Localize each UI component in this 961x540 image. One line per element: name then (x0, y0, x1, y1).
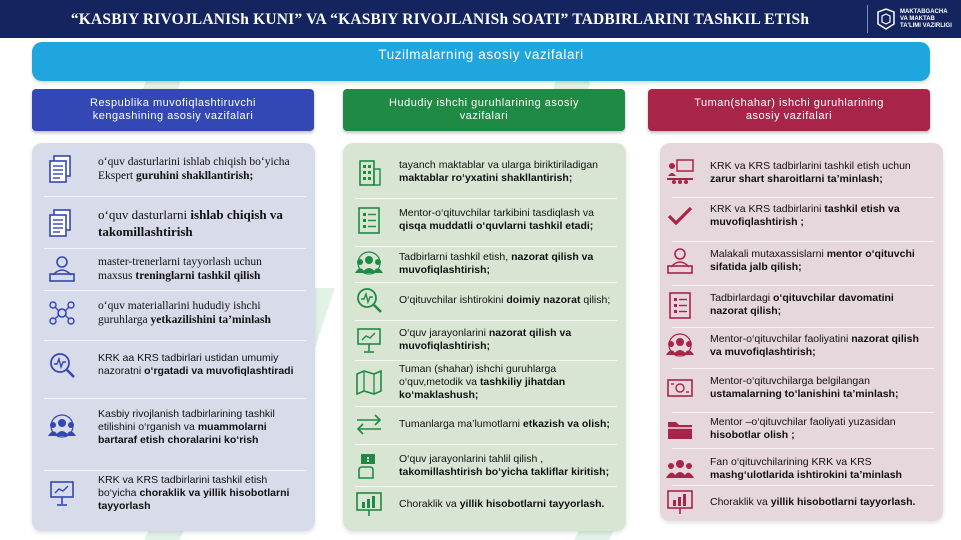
item-divider (672, 241, 934, 242)
page-title: “KASBIY RIVOJLANISh KUNI” VA “KASBIY RIVOJLANISh SOATI” TADBIRLARINI TAShKIL ETISh (70, 11, 810, 28)
task-text (700, 456, 925, 482)
task-item (343, 409, 626, 439)
column-heading-republic-text: Respublika muvofiqlashtiruvchi kengashining asosiy vazifalari (89, 97, 256, 122)
trainer-icon (42, 253, 82, 285)
task-text (700, 375, 925, 401)
task-text-plain: Malakali mutaxassislarni (710, 248, 827, 260)
column-heading-regional-text: Hududiy ishchi guruhlarining asosiy vazifalari (389, 97, 579, 122)
slide-header (0, 0, 961, 38)
folder-icon (660, 413, 700, 445)
task-text (82, 155, 297, 183)
column-heading-republic (32, 89, 314, 131)
item-divider (672, 485, 934, 486)
trainer-icon (660, 245, 700, 277)
task-item (32, 293, 315, 333)
task-item (32, 199, 315, 247)
task-item (32, 401, 315, 453)
task-text-bold: zarur shart sharoitlarni ta’minlash; (710, 173, 883, 185)
task-text-plain: Tadbirlardagi (710, 292, 774, 304)
task-text-bold: choraklik va yillik hisobotlarni tayyorlash (98, 486, 290, 512)
task-text-plain: KRK va KRS tadbirlarini (710, 203, 825, 215)
task-text-bold: hisobotlar olish ; (710, 429, 795, 441)
republic-panel (32, 143, 315, 531)
task-item (343, 285, 626, 315)
column-heading-district-text: Tuman(shahar) ishchi guruhlarining asosiy vazifalari (694, 97, 884, 122)
search-chart-icon (349, 284, 389, 316)
logo-line-2: VA MAKTAB (900, 15, 935, 22)
item-divider (355, 486, 617, 487)
ministry-logo (867, 5, 955, 33)
task-text-plain: O‘quv jarayonlarini (399, 327, 489, 339)
task-text-plain: tayanch maktablar va ularga biriktiriladigan (399, 159, 599, 171)
task-item (32, 251, 315, 287)
task-text-plain: KRK aa KRS tadbirlari ustidan umumiy nazoratni (98, 352, 279, 377)
task-text-plain: Tadbirlarni tashkil etish, (399, 251, 512, 263)
task-text-plain: O‘quv jarayonlarini tahlil qilish , (399, 453, 544, 465)
task-text-bold: tashkil etish va muvofiqlashtirish ; (710, 203, 900, 228)
task-text-plain: o‘quv materiallarini hududiy ishchi guruhlarga (98, 300, 261, 326)
task-text-bold: guruhini shakllantirish; (136, 170, 254, 182)
task-text (82, 299, 297, 327)
task-text-plain: Mentor –o‘qituvchilar faoliyati yuzasidan (710, 416, 896, 428)
task-text-plain: KRK va KRS tadbirlarini tashkil etish bo‘yicha (98, 473, 268, 499)
presentation-icon (42, 477, 82, 509)
task-text (389, 294, 614, 307)
task-text-plain: Mentor-o‘qituvchilar faoliyatini (710, 333, 852, 345)
task-text (82, 206, 297, 240)
checklist-icon (660, 289, 700, 321)
checkmark-icon (660, 200, 700, 232)
task-text-plain: Tumanlarga ma’lumotlarni (399, 417, 523, 430)
task-text-bold: mentor o‘qituvchi sifatida jalb qilish; (710, 248, 915, 273)
item-divider (672, 412, 934, 413)
task-text-bold: mashg‘ulotlarida ishtirokini ta’minlash (710, 469, 902, 481)
column-heading-district (648, 89, 930, 131)
task-text (700, 203, 925, 229)
task-text-plain: o‘quv dasturlarni (98, 207, 191, 222)
task-text-plain: Choraklik va (710, 495, 771, 508)
task-text (82, 352, 297, 378)
item-divider (672, 368, 934, 369)
search-chart-icon (42, 349, 82, 381)
task-text (389, 363, 614, 402)
item-divider (355, 282, 617, 283)
task-text (82, 408, 297, 447)
task-text (389, 159, 614, 185)
task-text-plain: Mentor-o‘qituvchilar tarkibini tasdiqlash va (399, 207, 594, 219)
main-banner: Tuzilmalarning asosiy vazifalari (32, 42, 930, 81)
documents-icon (42, 153, 82, 185)
task-text-bold: yillik hisobotlarni tayyorlash. (770, 495, 916, 508)
network-icon (42, 297, 82, 329)
task-item (654, 330, 937, 362)
task-text-bold: nazorat qilish va muvofiqlashtirish; (399, 251, 594, 276)
logo-line-3: TA'LIMI VAZIRLIGI (900, 22, 952, 29)
regional-panel (343, 143, 626, 531)
task-text (700, 248, 925, 274)
team-icon (42, 411, 82, 443)
task-text-bold: qisqa muddatli o‘quvlarni tashkil etadi; (399, 220, 594, 232)
item-divider (44, 340, 306, 341)
item-divider (44, 196, 306, 197)
task-item (654, 288, 937, 322)
task-item (32, 343, 315, 387)
task-item (654, 415, 937, 443)
task-text-bold: muammolarni bartaraf etish choralarini ko‘rish (98, 420, 267, 446)
task-text-bold: yetkazilishini ta’minlash (150, 314, 271, 326)
task-item (343, 249, 626, 279)
task-text (700, 292, 925, 318)
task-text-bold: maktablar ro‘yxatini shakllantirish; (399, 172, 573, 184)
task-text (389, 453, 614, 479)
map-icon (349, 366, 389, 398)
building-icon (349, 156, 389, 188)
task-text (700, 333, 925, 359)
task-text (700, 160, 925, 186)
item-divider (44, 470, 306, 471)
task-item (654, 371, 937, 405)
task-text-plain: Mentor-o‘qituvchilarga belgilangan (710, 375, 870, 387)
item-divider (672, 285, 934, 286)
task-text-bold: nazorat qilish va muvofiqlashtirish; (710, 333, 919, 358)
classroom-icon (660, 157, 700, 189)
task-item (343, 323, 626, 357)
arrows-icon (349, 408, 389, 440)
task-text-bold: takomillashtirish bo‘yicha takliflar kiritish; (399, 466, 610, 478)
task-item (654, 244, 937, 278)
task-item (32, 149, 315, 189)
item-divider (355, 406, 617, 407)
task-text-plain: Choraklik va (399, 497, 460, 510)
task-text-plain: Tuman (shahar) ishchi guruhlarga o‘quv,metodik va (399, 362, 557, 388)
column-heading-regional (343, 89, 625, 131)
task-text (82, 474, 297, 513)
task-item (343, 489, 626, 519)
item-divider (672, 327, 934, 328)
documents-icon (42, 207, 82, 239)
task-text-bold: treninglarni tashkil qilish (135, 270, 261, 282)
task-text (82, 255, 297, 283)
ministry-emblem-icon (876, 8, 896, 30)
task-item (654, 200, 937, 232)
item-divider (44, 398, 306, 399)
team-icon (349, 248, 389, 280)
task-text (700, 496, 925, 509)
task-text-bold: ishlab chiqish va takomillashtirish (98, 207, 283, 239)
task-text-plain: o‘quv dasturlarini ishlab chiqish bo‘yicha Ekspert (98, 156, 290, 182)
checklist-icon (349, 204, 389, 236)
task-text-bold: ustamalarning to‘lanishini ta’minlash; (710, 388, 899, 400)
item-divider (355, 360, 617, 361)
task-text-bold: yillik hisobotlarni tayyorlash. (459, 497, 605, 510)
task-text-bold: etkazish va olish; (522, 417, 610, 430)
task-item (343, 447, 626, 485)
task-item (654, 488, 937, 516)
task-text (389, 207, 614, 233)
item-divider (44, 248, 306, 249)
task-item (343, 153, 626, 191)
chart-board-icon (660, 486, 700, 518)
task-text-plain: master-trenerlarni tayyorlash uchun maxsus (98, 256, 262, 282)
item-divider (672, 197, 934, 198)
task-text (389, 418, 614, 431)
task-text (389, 498, 614, 511)
task-text (389, 327, 614, 353)
item-divider (355, 320, 617, 321)
item-divider (355, 246, 617, 247)
group-icon (660, 453, 700, 485)
chart-board-icon (349, 488, 389, 520)
presentation-icon (349, 324, 389, 356)
task-text-plain: O‘qituvchilar ishtirokini (399, 293, 507, 306)
task-item (654, 153, 937, 193)
district-panel (660, 143, 943, 521)
task-text-bold: nazorat qilish va muvofiqlashtirish; (399, 327, 572, 352)
item-divider (672, 448, 934, 449)
task-item (32, 473, 315, 513)
team-icon (660, 330, 700, 362)
item-divider (44, 290, 306, 291)
money-icon (660, 372, 700, 404)
task-text-plain: Fan o‘qituvchilarining KRK va KRS (710, 456, 872, 468)
task-text-bold: doimiy nazorat (506, 293, 581, 306)
task-item (343, 201, 626, 239)
task-text-plain: Kasbiy rivojlanish tadbirlarining tashkil etilishini o‘rganish va (98, 407, 275, 433)
task-text (389, 251, 614, 277)
task-text-plain-tail: qilish; (580, 293, 611, 306)
feedback-icon (349, 450, 389, 482)
task-text-bold: o‘rgatadi va muvofiqlashtiradi (144, 365, 294, 377)
item-divider (355, 444, 617, 445)
task-text-bold: tashkiliy jihatdan ko‘maklashush; (399, 375, 566, 401)
task-text-bold: o‘qituvchilar davomatini nazorat qilish; (710, 292, 894, 317)
task-item (654, 451, 937, 487)
task-text-plain: KRK va KRS tadbirlarini tashkil etish uchun (710, 160, 911, 172)
task-text (700, 416, 925, 442)
logo-line-1: MAKTABGACHA (900, 8, 948, 15)
item-divider (355, 198, 617, 199)
task-item (343, 363, 626, 401)
